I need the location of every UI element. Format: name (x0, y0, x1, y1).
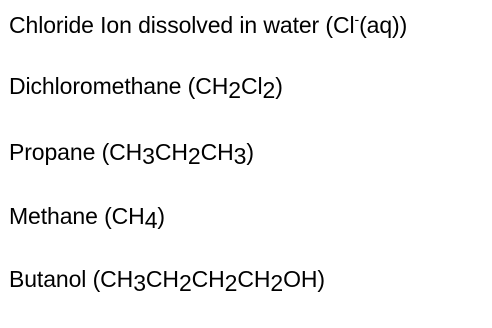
formula-subscript: 2 (178, 270, 192, 296)
formula-text: CH (145, 266, 179, 292)
formula-text: (CH (187, 73, 229, 99)
formula-text: OH) (283, 266, 325, 292)
formula-text: (aq)) (359, 12, 408, 38)
compound-list (9, 0, 489, 328)
formula-subscript: 3 (133, 270, 146, 296)
compound-item-propane (9, 137, 254, 167)
formula-text: CH (237, 266, 271, 292)
compound-formula (102, 139, 254, 169)
compound-name: Dichloromethane (9, 73, 182, 99)
formula-subscript: 2 (228, 77, 241, 103)
compound-formula (104, 203, 165, 233)
compound-item-dichloromethane (9, 71, 283, 101)
formula-text: CH (154, 139, 188, 165)
formula-subscript: 2 (187, 143, 201, 169)
compound-item-methane (9, 201, 165, 231)
formula-text: CH (200, 139, 234, 165)
compound-name: Butanol (9, 266, 87, 292)
formula-text: ) (275, 73, 283, 99)
formula-text: Cl (240, 73, 263, 99)
compound-name: Methane (9, 203, 98, 229)
formula-text: ) (157, 203, 165, 229)
compound-name: Propane (9, 139, 96, 165)
compound-formula (93, 266, 325, 296)
compound-item-butanol (9, 264, 325, 294)
compound-name: Chloride Ion dissolved in water (9, 12, 320, 38)
compound-formula (188, 73, 283, 103)
formula-subscript: 2 (270, 270, 284, 296)
formula-text: (CH (104, 203, 145, 229)
formula-text: (CH (101, 139, 143, 165)
formula-text: CH (191, 266, 225, 292)
formula-subscript: 4 (144, 207, 158, 233)
compound-formula (325, 12, 407, 38)
formula-superscript: - (354, 11, 360, 27)
formula-subscript: 2 (262, 77, 276, 103)
formula-text: ) (246, 139, 254, 165)
formula-text: (Cl (325, 12, 355, 38)
formula-text: (CH (92, 266, 134, 292)
formula-subscript: 3 (142, 143, 155, 169)
formula-subscript: 3 (233, 143, 247, 169)
compound-item-chloride-ion (9, 10, 407, 43)
formula-subscript: 2 (224, 270, 238, 296)
